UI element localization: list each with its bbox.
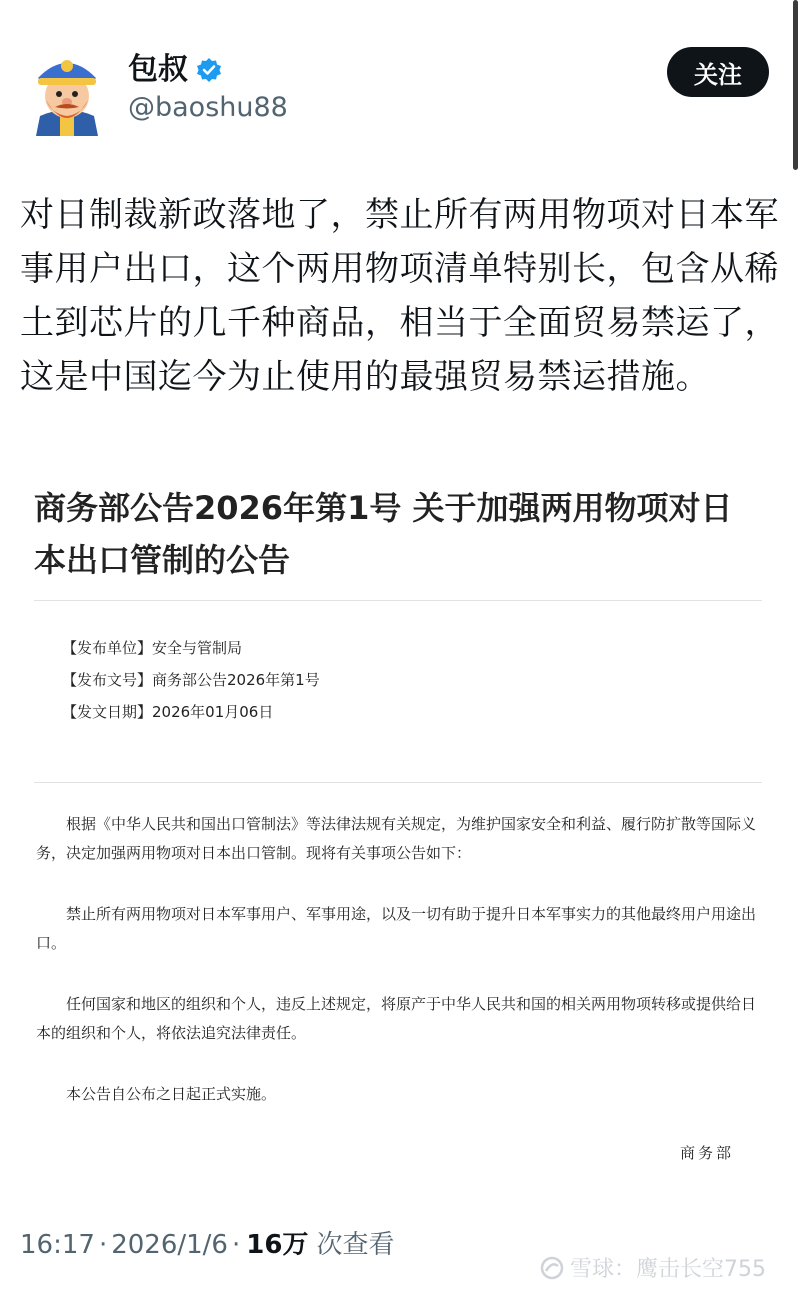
post-time[interactable]: 16:17: [20, 1230, 95, 1260]
document-signature: 商务部: [680, 1144, 735, 1162]
separator: ·: [231, 1230, 241, 1260]
avatar[interactable]: [22, 44, 112, 136]
watermark: [540, 1252, 766, 1283]
document-paragraph: 任何国家和地区的组织和个人，违反上述规定，将原产于中华人民共和国的相关两用物项转移或提供给日本的组织和个人，将依法追究法律责任。: [36, 995, 757, 1042]
meta-issuer: 【发布单位】安全与管制局: [62, 639, 243, 657]
document-image[interactable]: [0, 470, 800, 1190]
document-paragraph: 禁止所有两用物项对日本军事用户、军事用途，以及一切有助于提升日本军事实力的其他最终用户用途出口。: [36, 905, 757, 952]
tweet-text: 对日制裁新政落地了，禁止所有两用物项对日本军事用户出口，这个两用物项清单特别长，包含从稀土到芯片的几千种商品，相当于全面贸易禁运了，这是中国迄今为止使用的最强贸易禁运措施。: [20, 195, 779, 397]
separator: ·: [98, 1230, 108, 1260]
verified-badge-icon: [196, 57, 222, 83]
divider: [34, 600, 762, 601]
follow-button[interactable]: 关注: [667, 47, 769, 97]
profile-name[interactable]: 包叔: [128, 52, 188, 87]
scrollbar[interactable]: [793, 0, 798, 170]
snowball-logo-icon: [540, 1256, 564, 1280]
document-title: 商务部公告2026年第1号 关于加强两用物项对日本出口管制的公告: [34, 489, 733, 579]
profile-name-row[interactable]: [128, 52, 222, 88]
views-count: 16万: [246, 1230, 309, 1260]
document-paragraph: 根据《中华人民共和国出口管制法》等法律法规有关规定，为维护国家安全和利益、履行防扩散等国际义务，决定加强两用物项对日本出口管制。现将有关事项公告如下：: [36, 815, 757, 862]
meta-doc-number: 【发布文号】商务部公告2026年第1号: [62, 671, 320, 689]
document-paragraph: 本公告自公布之日起正式实施。: [66, 1085, 277, 1103]
document-meta: [62, 632, 320, 728]
tweet-meta-footer: [20, 1224, 394, 1261]
meta-date: 【发文日期】2026年01月06日: [62, 703, 274, 721]
profile-handle[interactable]: @baoshu88: [128, 92, 288, 123]
watermark-text: 雪球：鹰击长空755: [570, 1257, 766, 1282]
post-date[interactable]: 2026/1/6: [111, 1230, 228, 1260]
divider: [34, 782, 762, 783]
views-label: 次查看: [316, 1230, 395, 1260]
